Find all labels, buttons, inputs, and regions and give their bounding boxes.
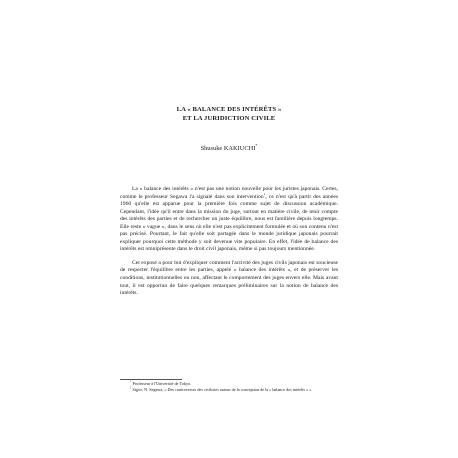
paragraph-1-part-b: , ce n'est qu'à partir des années 1960 qu'elle est apparue pour la première fois comme sujet de discussion académique. Cependant, l'idée qu'il entre dans la mission du juge, surtout en matière civile, de tenir compte des intérêts des parties et de rechercher un juste équilibre, nous est familière depuis longtemps. Elle reste « vague », dans le sens où elle n'est pas explicitement formulée et où son contenu n'est pas précisé. Pourtant, le fait qu'elle soit partagée dans le monde juridique japonais pourrait expliquer pourquoi cette méthode y soit devenue vite populaire. En effet, l'idée de balance des intérêts est omniprésente dans le droit civil japonais, même si pas toujours mentionnée. bbox=[120, 193, 338, 253]
footnote-2 bbox=[120, 387, 338, 393]
article-body bbox=[120, 186, 338, 298]
article-title-line-1: LA « BALANCE DES INTÉRÊTS » bbox=[176, 106, 282, 113]
footnotes bbox=[120, 381, 338, 392]
paragraph-1 bbox=[120, 186, 338, 254]
footnote-2-text: Sigve, N. Segawa, « Des controverses des civilistes autour de la conception de la « balance des intérêts » ». bbox=[132, 386, 313, 392]
paragraph-1-part-a: La « balance des intérêts » n'est pas une notion nouvelle pour les juristes japonais. Certes, comme le professeur Segawa l'a signalé dans son intervention bbox=[120, 186, 338, 200]
paragraph-2: Cet exposé a pour but d'expliquer comment l'activité des juges civils japonais est soucieuse de respecter l'équilibre entre les parties, appelé « balance des intérêts », et de préserver les conditions, institutionnelles ou non, affectant le comportement des juges envers elle. Mais avant tout, il est opportun de faire quelques remarques préliminaires sur la notion de balance des intérêts. bbox=[120, 259, 338, 297]
footnote-2-marker: 1 bbox=[130, 385, 132, 390]
article-title bbox=[100, 106, 358, 123]
footnote-1-text: Professeur à l'Université de Tokyo. bbox=[132, 381, 192, 386]
author-name: Shusuke KAKIUCHI bbox=[200, 145, 256, 152]
author-footnote-marker: * bbox=[255, 142, 258, 148]
footnote-ref-1: 1 bbox=[263, 191, 266, 196]
author-line bbox=[100, 142, 358, 153]
article-title-line-2: ET LA JURIDICTION CIVILE bbox=[182, 114, 276, 122]
footnote-1-marker: * bbox=[130, 379, 132, 384]
